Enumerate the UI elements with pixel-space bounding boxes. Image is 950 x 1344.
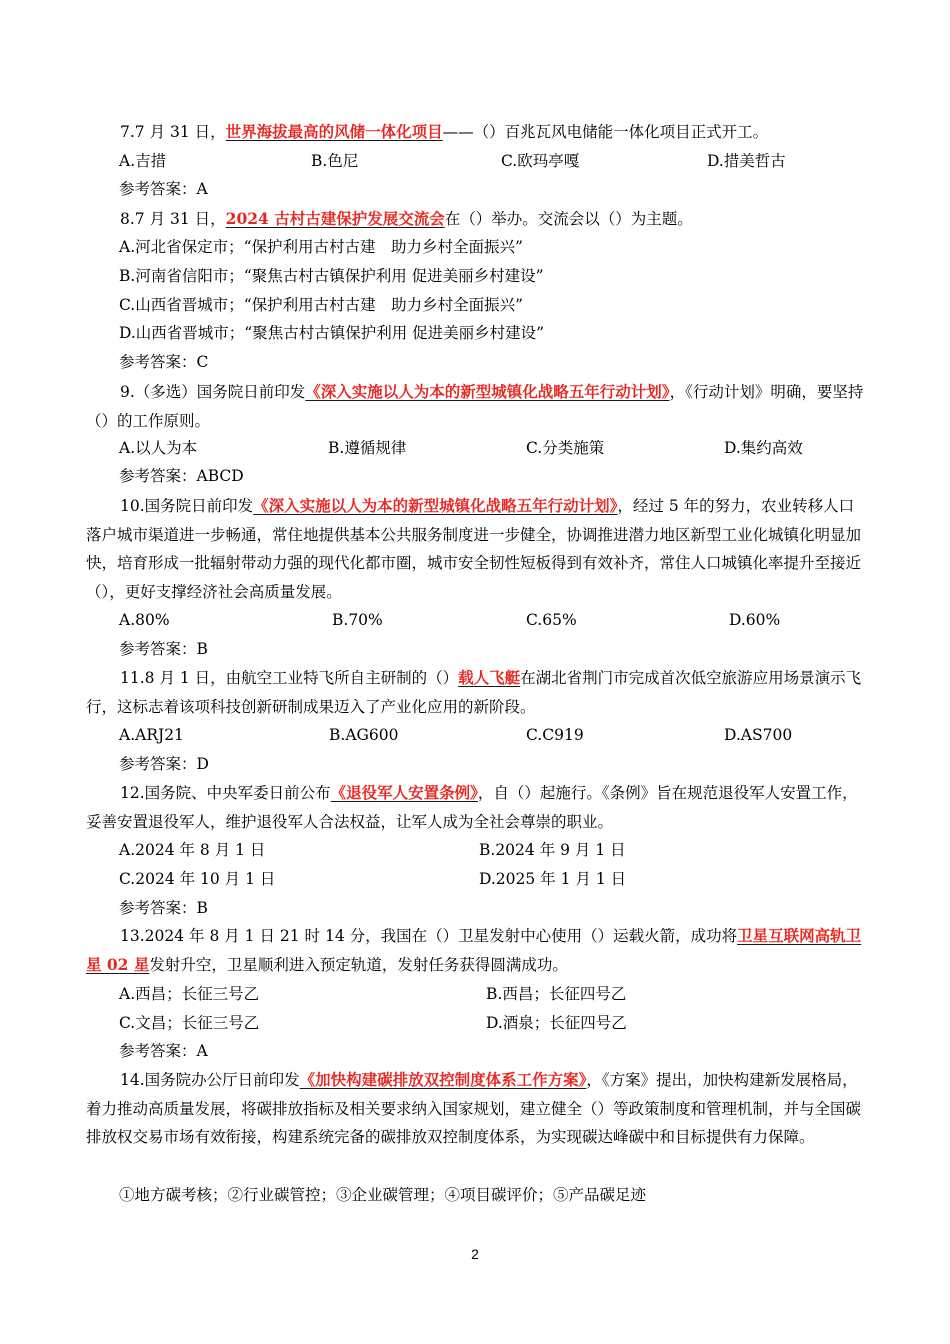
option-items: ①地方碳考核；②行业碳管控；③企业碳管理；④项目碳评价；⑤产品碳足迹 (119, 1186, 647, 1204)
option-c: C.C919 (526, 726, 584, 744)
highlight-term: 《退役军人安置条例》 (330, 783, 478, 802)
option-a: A.西昌；长征三号乙 (119, 985, 260, 1003)
answer: 参考答案：ABCD (119, 467, 244, 485)
option-c: C.分类施策 (526, 439, 605, 457)
option-a: A.ARJ21 (119, 726, 184, 744)
option-a: A.80% (119, 611, 170, 629)
option-b: B.AG600 (329, 726, 399, 744)
option-b: B.色尼 (311, 152, 359, 170)
answer: 参考答案：C (119, 353, 209, 371)
option-d: D.措美哲古 (707, 152, 786, 170)
option-c: C.欧玛亭嘎 (501, 152, 580, 170)
question-7-stem: 7.7 月 31 日，世界海拔最高的风储一体化项目——（）百兆瓦风电储能一体化项目正式开工。 (120, 122, 769, 141)
answer: 参考答案：B (119, 899, 208, 917)
option-d: D.集约高效 (724, 439, 803, 457)
option-b: B.70% (332, 611, 383, 629)
highlight-term: 载人飞艇 (458, 668, 521, 687)
highlight-term: 《深入实施以人为本的新型城镇化战略五年行动计划》 (305, 382, 670, 401)
question-8-stem: 8.7 月 31 日，2024 古村古建保护发展交流会在（）举办。交流会以（）为主题。 (120, 209, 693, 228)
highlight-term: 2024 古村古建保护发展交流会 (225, 209, 445, 228)
option-d: D.60% (729, 611, 781, 629)
question-10-stem: 10.国务院日前印发《深入实施以人为本的新型城镇化战略五年行动计划》，经过 5 年的努力，农业转移人口落户城市渠道进一步畅通，常住地提供基本公共服务制度进一步健全，协调推进潜力地区新型工业化城镇化明显加快，培育形成一批辐射带动力强的现代化都市圈，城市安全韧性短板得到有效补齐，常住人口城镇化率提升至接近（），更好支撑经济社会高质量发展。 (86, 496, 862, 601)
answer: 参考答案：D (119, 755, 209, 773)
option-a: A.2024 年 8 月 1 日 (119, 841, 266, 859)
question-11-stem: 11.8 月 1 日，由航空工业特飞所自主研制的（）载人飞艇在湖北省荆门市完成首次低空旅游应用场景演示飞行，这标志着该项科技创新研制成果迈入了产业化应用的新阶段。 (86, 668, 862, 716)
question-9-stem: 9.（多选）国务院日前印发《深入实施以人为本的新型城镇化战略五年行动计划》，《行动计划》明确，要坚持（）的工作原则。 (86, 382, 864, 430)
option-a: A.以人为本 (119, 439, 198, 457)
highlight-term: 《加快构建碳排放双控制度体系工作方案》 (299, 1070, 587, 1089)
page-number: 2 (471, 1246, 479, 1262)
answer: 参考答案：A (119, 180, 208, 198)
question-13-stem: 13.2024 年 8 月 1 日 21 时 14 分，我国在（）卫星发射中心使用（）运载火箭，成功将卫星互联网高轨卫星 02 星发射升空，卫星顺利进入预定轨道，发射任务获得圆满成功。 (86, 926, 862, 974)
option-c: C.山西省晋城市；“保护利用古村古建 助力乡村全面振兴” (119, 296, 524, 314)
option-c: C.2024 年 10 月 1 日 (119, 870, 276, 888)
highlight-term: 卫星互联网高轨卫星 02 星 (86, 926, 862, 974)
option-b: B.遵循规律 (328, 439, 407, 457)
option-d: D.山西省晋城市；“聚焦古村古镇保护利用 促进美丽乡村建设” (119, 324, 545, 342)
option-b: B.河南省信阳市；“聚焦古村古镇保护利用 促进美丽乡村建设” (119, 267, 544, 285)
option-c: C.65% (526, 611, 577, 629)
option-c: C.文昌；长征三号乙 (119, 1014, 260, 1032)
option-a: A.河北省保定市；“保护利用古村古建 助力乡村全面振兴” (119, 238, 523, 256)
highlight-term: 世界海拔最高的风储一体化项目 (225, 122, 443, 141)
question-14-stem: 14.国务院办公厅日前印发《加快构建碳排放双控制度体系工作方案》，《方案》提出，加快构建新发展格局，着力推动高质量发展，将碳排放指标及相关要求纳入国家规划，建立健全（）等政策制度和管理机制，并与全国碳排放权交易市场有效衔接，构建系统完备的碳排放双控制度体系，为实现碳达峰碳中和目标提供有力保障。 (86, 1070, 862, 1146)
option-a: A.吉措 (119, 152, 167, 170)
option-b: B.西昌；长征四号乙 (486, 985, 627, 1003)
question-12-stem: 12.国务院、中央军委日前公布《退役军人安置条例》，自（）起施行。《条例》旨在规范退役军人安置工作，妥善安置退役军人，维护退役军人合法权益，让军人成为全社会尊崇的职业。 (86, 783, 858, 831)
option-d: D.2025 年 1 月 1 日 (479, 870, 627, 888)
answer: 参考答案：B (119, 640, 208, 658)
option-b: B.2024 年 9 月 1 日 (479, 841, 626, 859)
option-d: D.酒泉；长征四号乙 (486, 1014, 627, 1032)
answer: 参考答案：A (119, 1042, 208, 1060)
option-d: D.AS700 (724, 726, 793, 744)
highlight-term: 《深入实施以人为本的新型城镇化战略五年行动计划》 (253, 496, 618, 515)
